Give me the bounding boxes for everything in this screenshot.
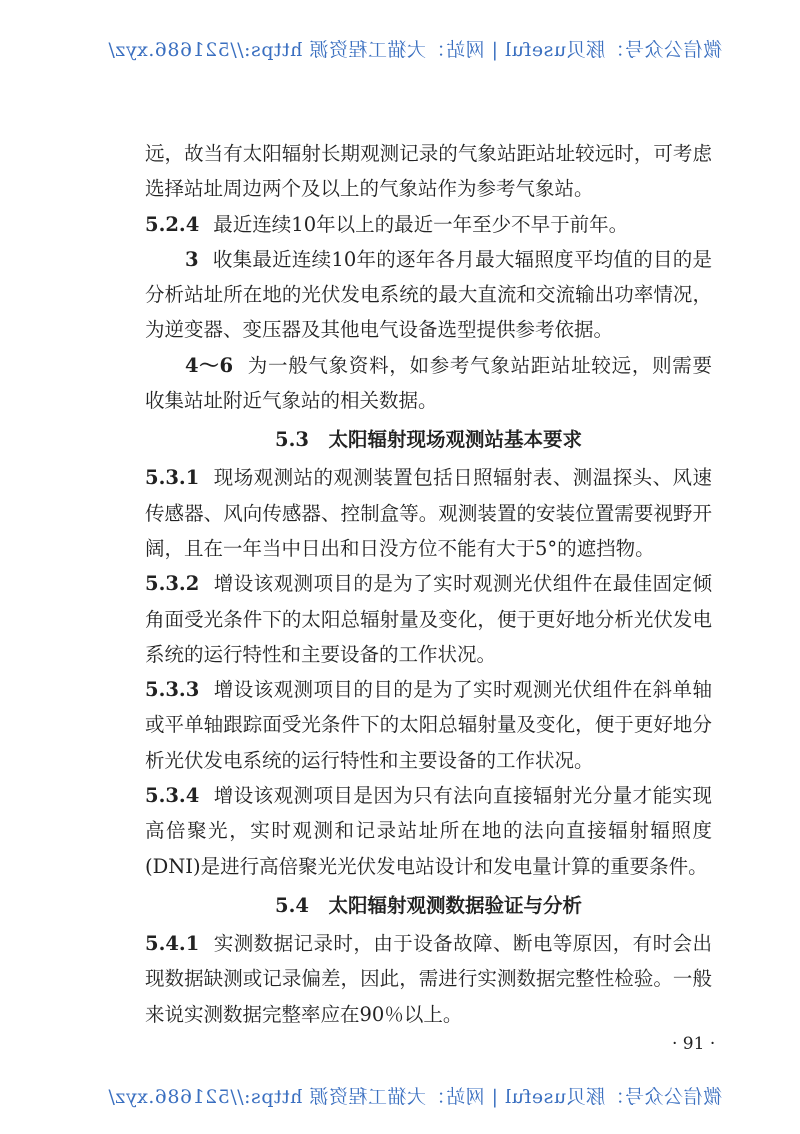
clause-5-2-4	[145, 207, 712, 242]
clause-text: 最近连续10年以上的最近一年至少不早于前年。	[213, 212, 629, 236]
watermark-bottom: 微信公众号：豚贝useful | 网站：大猫工程资源 https://521686.xyz/	[107, 1086, 723, 1108]
clause-number: 5.4.1	[145, 931, 200, 955]
clause-number: 5.3.2	[145, 572, 200, 596]
clause-text: 增设该观测项目的是为了实时观测光伏组件在最佳固定倾角面受光条件下的太阳总辐射量及变化，便于更好地分析光伏发电系统的运行特性和主要设备的工作状况。	[145, 572, 712, 666]
clause-text: 增设该观测项目是因为只有法向直接辐射光分量才能实现高倍聚光，实时观测和记录站址所在地的法向直接辐射辐照度(DNI)是进行高倍聚光光伏发电站设计和发电量计算的重要条件。	[145, 784, 712, 878]
clause-number: 3	[185, 247, 199, 271]
clause-text: 收集最近连续10年的逐年各月最大辐照度平均值的目的是分析站址所在地的光伏发电系统的最大直流和交流输出功率情况，为逆变器、变压器及其他电气设备选型提供参考依据。	[145, 247, 712, 342]
clause-number: 5.3.4	[145, 784, 200, 808]
watermark-top: 微信公众号：豚贝useful | 网站：大猫工程资源 https://521686.xyz/	[107, 39, 723, 61]
item-3	[145, 242, 712, 348]
page-number: · 91 ·	[672, 1034, 716, 1054]
clause-number: 5.2.4	[145, 212, 200, 236]
clause-5-4-1	[145, 926, 712, 1032]
section-heading-5-3: 5.3 太阳辐射现场观测站基本要求	[275, 428, 582, 452]
clause-text: 现场观测站的观测装置包括日照辐射表、测温探头、风速传感器、风向传感器、控制盒等。观测装置的安装位置需要视野开阔，且在一年当中日出和日没方位不能有大于5°的遮挡物。	[145, 466, 712, 560]
clause-text: 增设该观测项目的目的是为了实时观测光伏组件在斜单轴或平单轴跟踪面受光条件下的太阳总辐射量及变化，便于更好地分析光伏发电系统的运行特性和主要设备的工作状况。	[145, 678, 712, 772]
clause-5-3-3	[145, 672, 712, 778]
clause-number: 4～6	[185, 353, 234, 377]
clause-text: 实测数据记录时，由于设备故障、断电等原因，有时会出现数据缺测或记录偏差，因此，需进行实测数据完整性检验。一般来说实测数据完整率应在90％以上。	[145, 931, 712, 1026]
clause-5-3-2	[145, 566, 712, 672]
paragraph: 远，故当有太阳辐射长期观测记录的气象站距站址较远时，可考虑选择站址周边两个及以上的气象站作为参考气象站。	[145, 142, 712, 201]
clause-number: 5.3.3	[145, 678, 200, 702]
clause-5-3-1	[145, 460, 712, 566]
section-heading-5-4: 5.4 太阳辐射观测数据验证与分析	[275, 893, 582, 917]
clause-number: 5.3.1	[145, 466, 200, 490]
clause-5-3-4	[145, 778, 712, 884]
item-4-6	[145, 348, 712, 419]
clause-text: 为一般气象资料，如参考气象站距站址较远，则需要收集站址附近气象站的相关数据。	[145, 353, 712, 413]
document-body	[145, 136, 712, 1032]
